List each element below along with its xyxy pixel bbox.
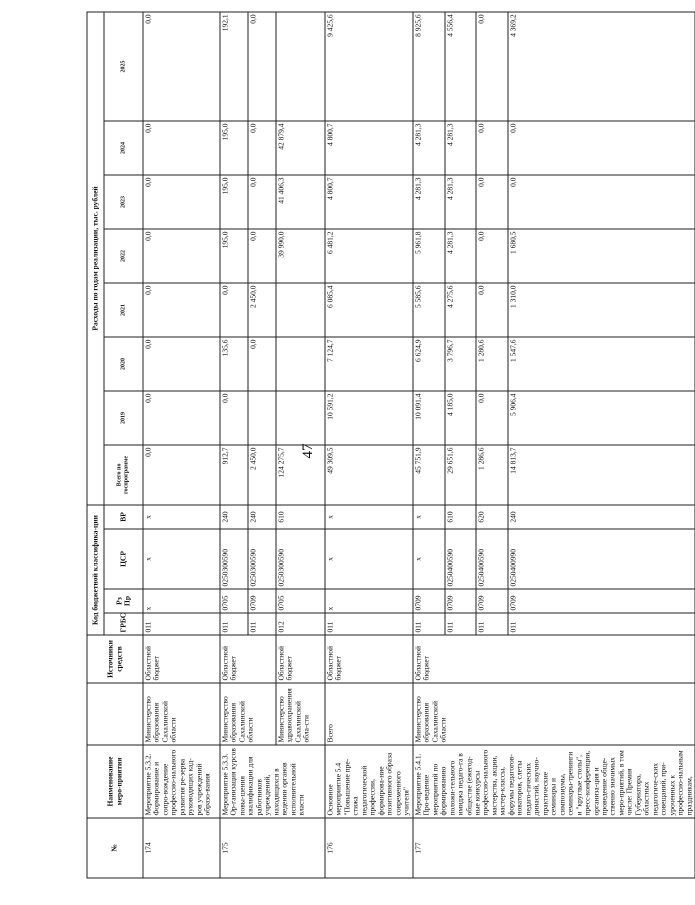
value-2020: 0,0 (143, 336, 220, 390)
vr-code: 240 (220, 504, 248, 528)
value-2020: 1 280,6 (476, 336, 508, 390)
rzpr-code: x (325, 589, 413, 613)
value-2025 (276, 11, 325, 120)
csr-code: 0250300590 (276, 529, 325, 589)
rzpr-code: 0709 (508, 589, 695, 613)
vr-code: 240 (508, 504, 695, 528)
total-value: 14 813,7 (508, 444, 695, 504)
grbs-code: 011 (325, 613, 413, 635)
budget-table (86, 11, 695, 878)
rzpr-code: x (143, 589, 220, 613)
value-2023: 195,0 (220, 174, 248, 228)
value-2025: 9 425,6 (325, 11, 413, 120)
header-number: № (87, 818, 143, 878)
value-2020: 135,6 (220, 336, 248, 390)
value-2025: 4 369,2 (508, 11, 695, 120)
header-executor (87, 683, 143, 745)
header-vr: ВР (104, 504, 143, 528)
value-2023: 0,0 (508, 174, 695, 228)
value-2022: 0,0 (476, 228, 508, 282)
value-2025: 0,0 (476, 11, 508, 120)
header-csr: ЦСР (104, 529, 143, 589)
value-2022: 5 961,8 (412, 228, 444, 282)
value-2021: 0,0 (143, 282, 220, 336)
header-grbs: ГРБС (104, 613, 143, 635)
rzpr-code: 0709 (476, 589, 508, 613)
grbs-code: 011 (143, 613, 220, 635)
value-2020: 6 624,9 (412, 336, 444, 390)
value-2022: 1 680,5 (508, 228, 695, 282)
vr-code: x (325, 504, 413, 528)
vr-code: 610 (276, 504, 325, 528)
executor: Министерство образования Сахалинской области (220, 683, 276, 745)
value-2022: 39 990,0 (276, 228, 325, 282)
event-name: Мероприятие 5.4.1. Про-ведение мероприятий по формированию положи-тельного имиджа педаго-га в обществе (ежегод-ные конкурсы профессио-нального мастерства, акции, мастер-классы, форумы педагогов-новаторов, слеты педаго-гических династий, научно-практические семинары и симпозиумы, семинары-тренинги и "круглые столы", пресс-конференции, организа-ция и проведение обще-ственно значимых меро-приятий, в том числе: Премия Губернатора, областных педагогиче-ских совещаний, при-уроченных к профессио-нальным праздникам, (412, 745, 694, 818)
vr-code: x (143, 504, 220, 528)
event-name: Мероприятие 5.3.2. Формирование и сопро-вождение профессио-нального развития ре-зерва руководящих кад-ров учреждений образо-вания (143, 745, 220, 818)
csr-code: 0250300590 (248, 529, 276, 589)
value-2022: 0,0 (248, 228, 276, 282)
value-2019 (248, 390, 276, 444)
value-2021: 0,0 (220, 282, 248, 336)
grbs-code: 011 (412, 613, 444, 635)
rotated-budget-table-wrapper (86, 12, 693, 878)
value-2022: 195,0 (220, 228, 248, 282)
csr-code: 0250400590 (444, 529, 476, 589)
csr-code: 0250300590 (220, 529, 248, 589)
total-value: 45 751,9 (412, 444, 444, 504)
value-2023: 0,0 (248, 174, 276, 228)
csr-code: x (412, 529, 444, 589)
value-2025: 4 556,4 (444, 11, 476, 120)
funding-source: Областной бюджет (325, 635, 413, 683)
value-2021 (276, 282, 325, 336)
grbs-code: 012 (276, 613, 325, 635)
value-2025: 0,0 (143, 11, 220, 120)
header-2022: 2022 (104, 228, 143, 282)
header-budget-code: Код бюджетной классифика-ции (87, 504, 104, 634)
header-rzpr: Рз Пр (104, 589, 143, 613)
value-2019: 10 591,2 (325, 390, 413, 444)
value-2020: 0,0 (248, 336, 276, 390)
header-funding-source: Источники средств (87, 635, 143, 683)
table-row (412, 11, 444, 877)
value-2025: 0,0 (248, 11, 276, 120)
header-total: Всего по госпрограмме (104, 444, 143, 504)
value-2023: 4 800,7 (325, 174, 413, 228)
value-2020: 1 547,6 (508, 336, 695, 390)
table-row (143, 11, 220, 877)
value-2024: 42 879,4 (276, 120, 325, 174)
row-number: 176 (325, 818, 413, 878)
value-2021: 5 585,6 (412, 282, 444, 336)
rzpr-code: 0709 (248, 589, 276, 613)
table-row (220, 11, 248, 877)
value-2021: 2 450,0 (248, 282, 276, 336)
value-2020 (276, 336, 325, 390)
csr-code: 0250400590 (476, 529, 508, 589)
header-2020: 2020 (104, 336, 143, 390)
funding-source: Областной бюджет (412, 635, 694, 683)
total-value: 29 651,6 (444, 444, 476, 504)
event-name: Мероприятие 5.3.3. Ор-ганизация курсов повы-шения квалификации для работников учреждений, находящихся в ведении органов исполнительной власти (220, 745, 325, 818)
value-2019: 0,0 (143, 390, 220, 444)
value-2019: 4 185,0 (444, 390, 476, 444)
rzpr-code: 0705 (276, 589, 325, 613)
value-2023: 4 281,3 (412, 174, 444, 228)
value-2023: 41 406,3 (276, 174, 325, 228)
value-2024: 0,0 (143, 120, 220, 174)
value-2024: 4 281,3 (412, 120, 444, 174)
value-2024: 0,0 (508, 120, 695, 174)
executor: Всего (325, 683, 413, 745)
value-2023: 0,0 (143, 174, 220, 228)
value-2021: 0,0 (476, 282, 508, 336)
total-value: 124 275,7 (276, 444, 325, 504)
executor: Министерство образования Сахалинской области (412, 683, 694, 745)
funding-source: Областной бюджет (276, 635, 325, 683)
grbs-code: 011 (444, 613, 476, 635)
vr-code: x (412, 504, 444, 528)
value-2025: 8 925,6 (412, 11, 444, 120)
value-2022: 0,0 (143, 228, 220, 282)
value-2019: 5 906,4 (508, 390, 695, 444)
rzpr-code: 0709 (444, 589, 476, 613)
value-2019: 0,0 (220, 390, 248, 444)
vr-code: 240 (248, 504, 276, 528)
grbs-code: 011 (220, 613, 248, 635)
vr-code: 610 (444, 504, 476, 528)
value-2022: 6 481,2 (325, 228, 413, 282)
csr-code: x (325, 529, 413, 589)
header-2019: 2019 (104, 390, 143, 444)
value-2020: 3 796,7 (444, 336, 476, 390)
csr-code: 0250400990 (508, 529, 695, 589)
total-value: 1 286,6 (476, 444, 508, 504)
grbs-code: 011 (248, 613, 276, 635)
value-2019 (276, 390, 325, 444)
header-expenses-by-year: Расходы по годам реализации, тыс. рублей (87, 11, 104, 504)
rzpr-code: 0705 (220, 589, 248, 613)
header-2024: 2024 (104, 120, 143, 174)
total-value: 0,0 (143, 444, 220, 504)
value-2021: 4 275,6 (444, 282, 476, 336)
header-2023: 2023 (104, 174, 143, 228)
funding-source: Областной бюджет (143, 635, 220, 683)
value-2024: 4 800,7 (325, 120, 413, 174)
grbs-code: 011 (476, 613, 508, 635)
page-number: 47 (300, 443, 316, 459)
value-2024: 4 281,3 (444, 120, 476, 174)
grbs-code: 011 (508, 613, 695, 635)
rzpr-code: 0709 (412, 589, 444, 613)
value-2024: 0,0 (248, 120, 276, 174)
event-name: Основное мероприятие 5.4 "Повышение пре-стижа педагогической профессии, формирова-ние позитивного образа современного учителя" (325, 745, 413, 818)
value-2022: 4 281,3 (444, 228, 476, 282)
header-2025: 2025 (104, 11, 143, 120)
table-row (325, 11, 413, 877)
header-event-name: Наименование меро-приятия (87, 745, 143, 818)
value-2019: 0,0 (476, 390, 508, 444)
row-number: 177 (412, 818, 694, 878)
total-value: 49 309,5 (325, 444, 413, 504)
row-number: 174 (143, 818, 220, 878)
value-2021: 6 085,4 (325, 282, 413, 336)
row-number: 175 (220, 818, 325, 878)
value-2020: 7 124,7 (325, 336, 413, 390)
executor: Министерство здравоохранения Сахалинской обла-сти (276, 683, 325, 745)
funding-source: Областной бюджет (220, 635, 276, 683)
value-2024: 195,0 (220, 120, 248, 174)
value-2025: 192,1 (220, 11, 248, 120)
value-2024: 0,0 (476, 120, 508, 174)
value-2021: 1 310,0 (508, 282, 695, 336)
total-value: 912,7 (220, 444, 248, 504)
executor: Министерство образования Сахалинской области (143, 683, 220, 745)
vr-code: 620 (476, 504, 508, 528)
csr-code: x (143, 529, 220, 589)
value-2019: 10 091,4 (412, 390, 444, 444)
header-2021: 2021 (104, 282, 143, 336)
value-2023: 4 281,3 (444, 174, 476, 228)
total-value: 2 450,0 (248, 444, 276, 504)
value-2023: 0,0 (476, 174, 508, 228)
